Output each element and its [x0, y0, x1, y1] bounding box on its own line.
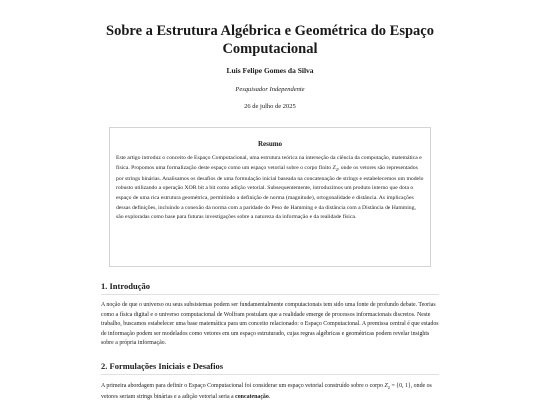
abstract-field-symbol: Z: [332, 164, 336, 171]
paragraph-text-part-3: .: [268, 393, 271, 400]
author-affiliation: Pesquisador Independente: [235, 86, 305, 93]
field-symbol: Z: [384, 383, 388, 389]
introduction-paragraph: A noção de que o universo ou seus subsistemas podem ser fundamentalmente computacionais tem sido uma fonte de profundo debate. Teorias como a física digital e o universo computacional de Wolfram postulam que a realidade emerge de processos informacionais discretos. Neste trabalho, buscamos estabelecer uma base matemática para um conceito relacionado: o Espaço Computacional. A premissa central é que estados de informação podem ser modelados como vetores em um espaço estruturado, cujas regras algébricas e geométricas podem revelar insights sobre a própria informação.: [101, 302, 439, 347]
abstract-text-part-1: Este artigo introduz o conceito de Espaço Computacional, uma estrutura teórica na interseção da ciência da computação, matemática e física. Propomos uma formalização deste espaço como um espaço vetorial sobre o corpo finito: [116, 155, 422, 171]
abstract-text: [116, 154, 424, 223]
abstract-text-part-2: , onde os vetores são representados por strings binárias. Analisamos os desafios de uma formulação inicial baseada na concatenação de strings e estabelecemos um modelo robusto utilizando a operação XOR bit a bit como adição vetorial. Subsequentemente, introduzimos um produto interno que dota o espaço de uma rica estrutura geométrica, permitindo a definição de norma (magnitude), ortogonalidade e distância. As implicações dessas definições, incluindo a conexão da norma com a paridade do Peso de Hamming e da distância com a Distância de Hamming, são exploradas como base para futuras investigações sobre a natureza da informação e da realidade física.: [116, 164, 424, 221]
section-heading-introduction: 1. Introdução: [101, 281, 150, 291]
section-divider: [101, 294, 439, 295]
section-divider: [101, 374, 439, 375]
paper-date: 26 de julho de 2025: [244, 103, 296, 110]
section-heading-initial-formulations: 2. Formulações Iniciais e Desafios: [101, 361, 224, 371]
abstract-field-subscript: 2: [335, 166, 338, 172]
emphasized-term: concatenação: [235, 393, 269, 400]
abstract-box: [109, 127, 431, 267]
initial-formulations-paragraph: [101, 382, 441, 402]
abstract-heading: Resumo: [257, 140, 283, 148]
author-name: Luis Felipe Gomes da Silva: [226, 66, 314, 75]
paragraph-text-part-2: = {0, 1}, onde os vetores seriam strings binárias e a adição vetorial seria a: [101, 383, 432, 400]
paper-title: Sobre a Estrutura Algébrica e Geométrica do Espaço Computacional: [106, 23, 434, 57]
field-subscript: 2: [387, 385, 390, 391]
paragraph-text-part-1: A primeira abordagem para definir o Espaço Computacional foi considerar um espaço vetorial construído sobre o corpo: [101, 383, 385, 389]
